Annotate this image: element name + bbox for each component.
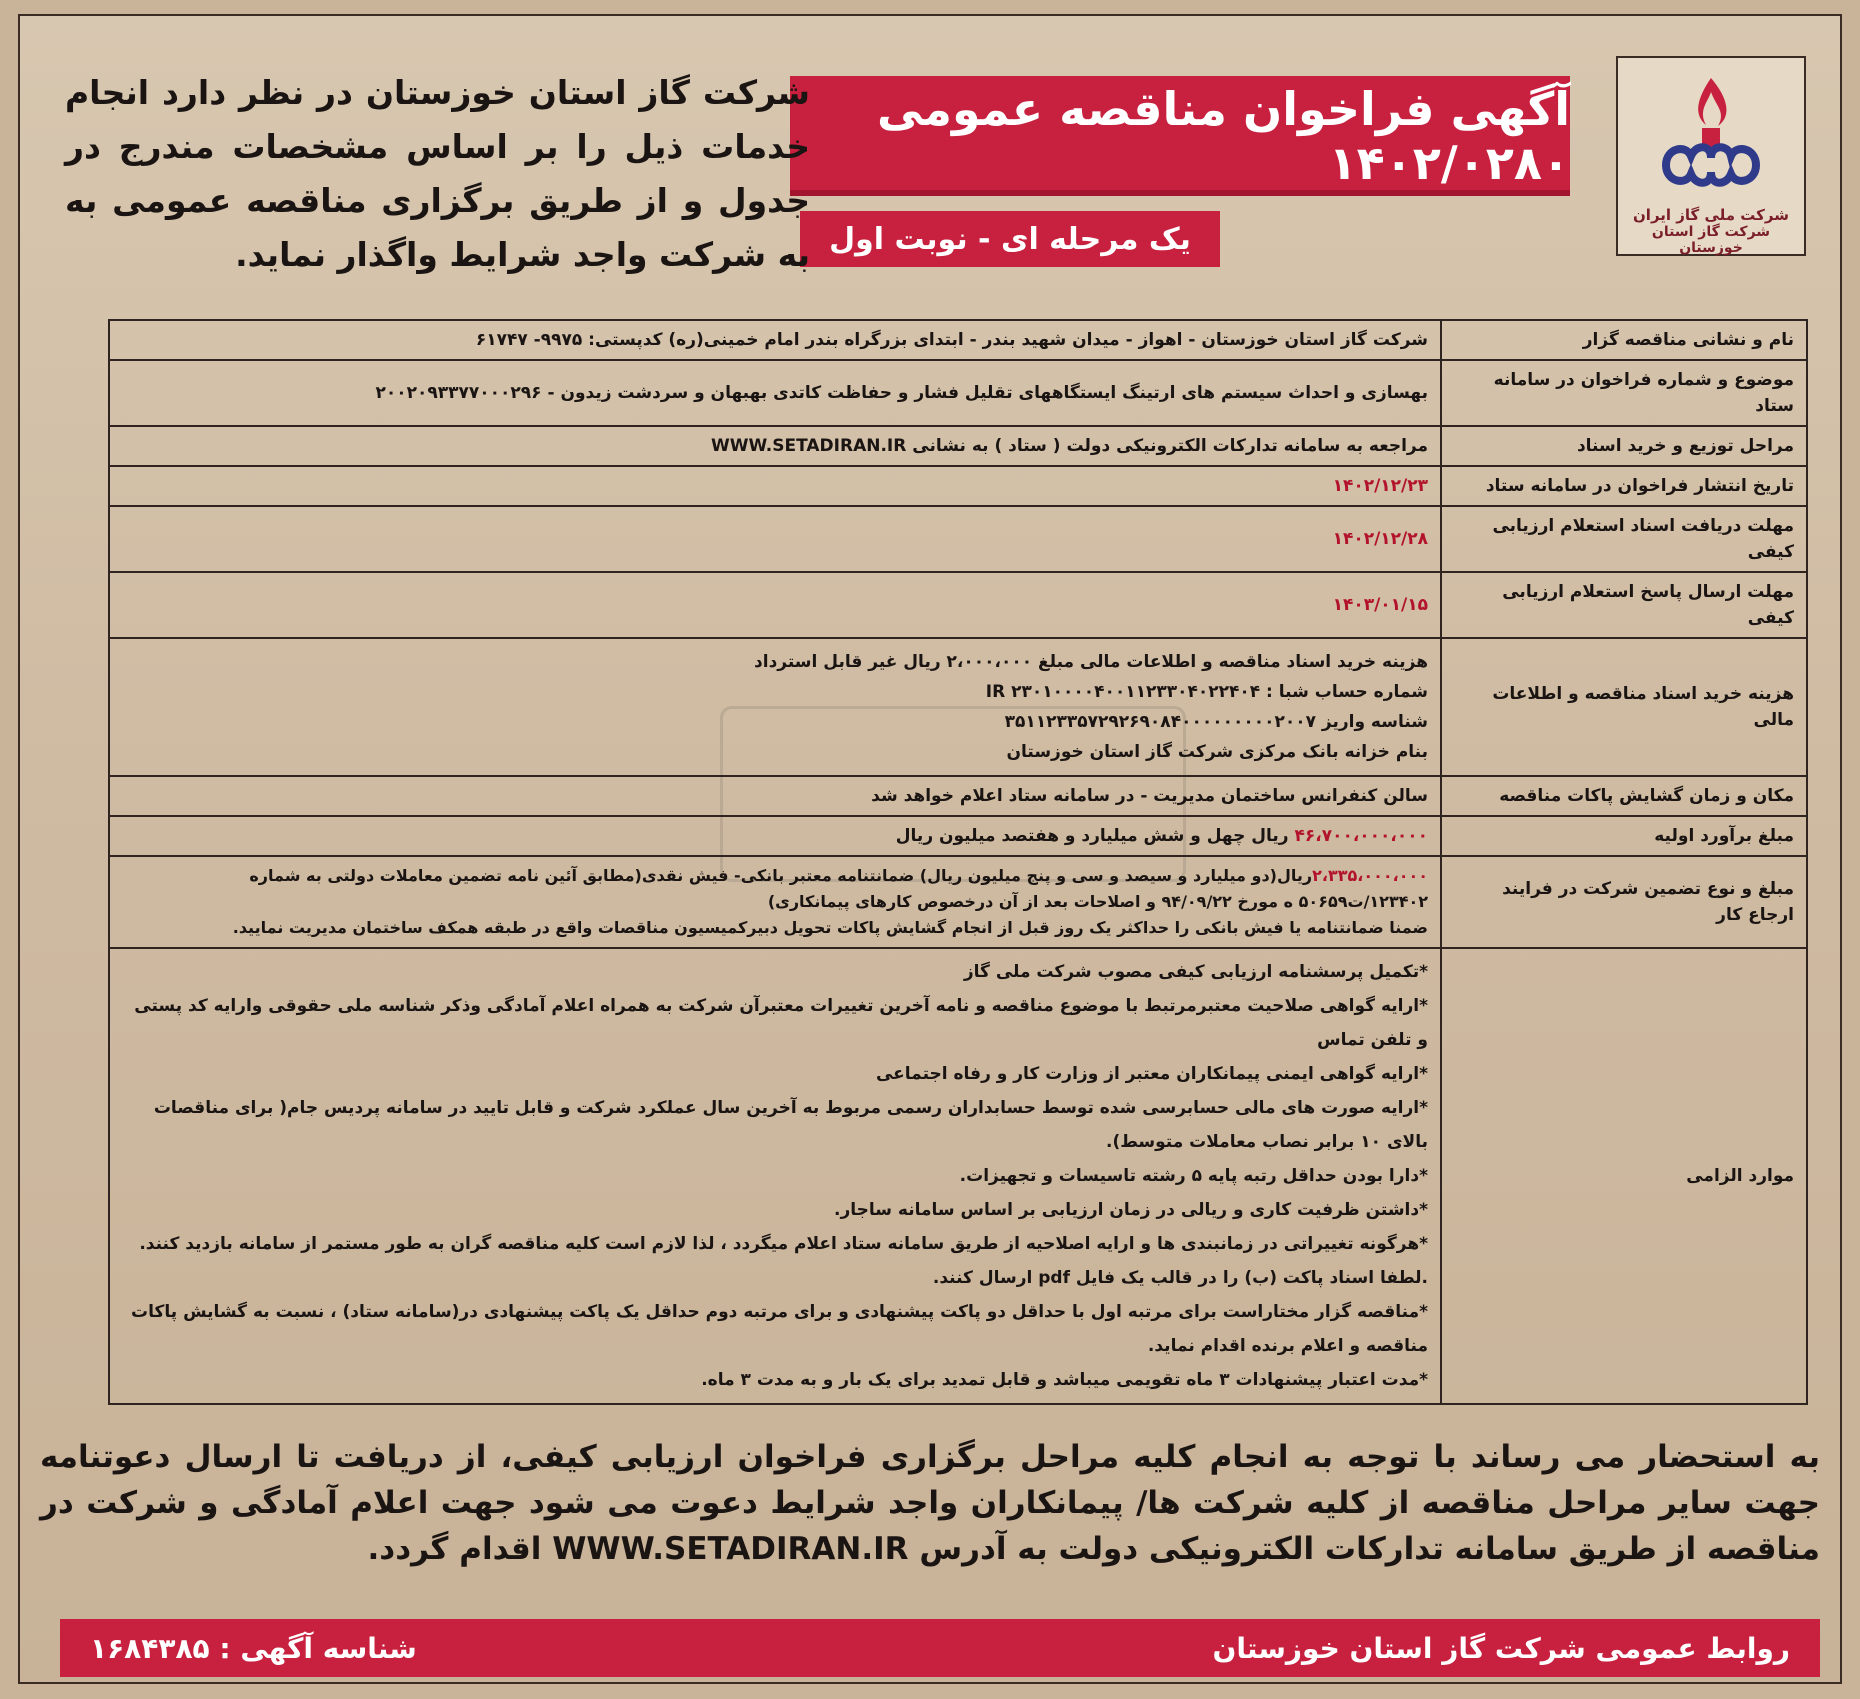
tender-title-banner: آگهی فراخوان مناقصه عمومی ۱۴۰۲/۰۲۸۰ <box>790 76 1570 196</box>
requirement-item: *ارایه صورت های مالی حسابرسی شده توسط حسابداران رسمی مربوط به آخرین سال عملکرد شرکت و قابل تایید در سامانه پردیس جام( برای مناقصات بالای ۱۰ برابر نصاب معاملات متوسط). <box>153 1098 1428 1152</box>
table-row <box>109 572 1807 638</box>
flame-logo-icon <box>1636 70 1786 200</box>
estimate-value <box>109 816 1441 856</box>
row-label: مبلغ و نوع تضمین شرکت در فرایند ارجاع کار <box>1441 856 1807 948</box>
finance-line: هزینه خرید اسناد مناقصه و اطلاعات مالی مبلغ ۲،۰۰۰،۰۰۰ ریال غیر قابل استرداد <box>754 652 1428 672</box>
response-deadline-date: ۱۴۰۳/۰۱/۱۵ <box>109 572 1441 638</box>
logo-line2: شرکت گاز استان خوزستان <box>1651 224 1771 256</box>
publish-date: ۱۴۰۲/۱۲/۲۳ <box>109 466 1441 506</box>
table-row <box>109 506 1807 572</box>
row-label: موارد الزامی <box>1441 948 1807 1404</box>
row-label: تاریخ انتشار فراخوان در سامانه ستاد <box>1441 466 1807 506</box>
guarantee-line2: ۱۲۳۴۰۲/ت۵۰۶۵۹ ه مورخ ۹۴/۰۹/۲۲ و اصلاحات بعد از آن درخصوص کارهای پیمانکاری) <box>767 892 1428 911</box>
table-row <box>109 816 1807 856</box>
table-row <box>109 776 1807 816</box>
table-row <box>109 948 1807 1404</box>
row-label: مهلت ارسال پاسخ استعلام ارزیابی کیفی <box>1441 572 1807 638</box>
estimate-text: ریال چهل و شش میلیارد و هفتصد میلیون ریال <box>895 826 1295 846</box>
footer-pr-office: روابط عمومی شرکت گاز استان خوزستان <box>1212 1631 1790 1665</box>
guarantee-info <box>109 856 1441 948</box>
finance-info <box>109 638 1441 776</box>
requirement-item: *داشتن ظرفیت کاری و ریالی در زمان ارزیابی بر اساس سامانه ساجار. <box>834 1200 1428 1220</box>
row-label: مبلغ برآورد اولیه <box>1441 816 1807 856</box>
row-label: مکان و زمان گشایش پاکات مناقصه <box>1441 776 1807 816</box>
treasury-line: بنام خزانه بانک مرکزی شرکت گاز استان خوزستان <box>1006 742 1428 762</box>
requirement-item: *مناقصه گزار مختاراست برای مرتبه اول با حداقل دو پاکت پیشنهادی و برای مرتبه دوم حداقل یک پاکت پیشنهادی در(سامانه ستاد) ، نسبت به گشایش پاکات مناقصه و اعلام برنده اقدام نماید. <box>131 1302 1428 1356</box>
requirement-item: *دارا بودن حداقل رتبه پایه ۵ رشته تاسیسات و تجهیزات. <box>959 1166 1428 1186</box>
docs-deadline-date: ۱۴۰۲/۱۲/۲۸ <box>109 506 1441 572</box>
requirement-item: *ارایه گواهی ایمنی پیمانکاران معتبر از وزارت کار و رفاه اجتماعی <box>875 1064 1428 1084</box>
tender-details-table <box>108 319 1808 1405</box>
table-row <box>109 360 1807 426</box>
footer-ad-id: شناسه آگهی : ۱۶۸۴۳۸۵ <box>90 1631 417 1665</box>
newspaper-ad <box>18 14 1842 1684</box>
table-row <box>109 426 1807 466</box>
footer-bar <box>60 1619 1820 1677</box>
requirement-item: *مدت اعتبار پیشنهادات ۳ ماه تقویمی میباشد و قابل تمدید برای یک بار و به مدت ۳ ماه. <box>701 1370 1428 1390</box>
guarantee-line3: ضمنا ضمانتنامه یا فیش بانکی را حداکثر یک روز قبل از انجام گشایش پاکات تحویل دبیرکمیسیون مناقصات واقع در طبقه همکف ساختمان مدیریت نمایید. <box>232 918 1428 937</box>
row-label: مراحل توزیع و خرید اسناد <box>1441 426 1807 466</box>
payment-id-line: شناسه واریز ۳۵۱۱۲۳۳۵۷۲۹۲۶۹۰۸۴۰۰۰۰۰۰۰۰۰۲۰۰۷ <box>1004 712 1428 732</box>
row-label: مهلت دریافت اسناد استعلام ارزیابی کیفی <box>1441 506 1807 572</box>
requirement-item: .لطفا اسناد پاکت (ب) را در قالب یک فایل pdf ارسال کنند. <box>932 1268 1428 1288</box>
table-row <box>109 320 1807 360</box>
row-label: هزینه خرید اسناد مناقصه و اطلاعات مالی <box>1441 638 1807 776</box>
row-label: نام و نشانی مناقصه گزار <box>1441 320 1807 360</box>
row-value: بهسازی و احداث سیستم های ارتینگ ایستگاههای تقلیل فشار و حفاظت کاتدی بهبهان و سردشت زیدون - ۲۰۰۲۰۹۳۳۷۷۰۰۰۲۹۶ <box>109 360 1441 426</box>
requirement-item: *ارایه گواهی صلاحیت معتبرمرتبط با موضوع مناقصه و نامه آخرین تغییرات معتبرآن شرکت به همراه اعلام آمادگی وذکر شناسه ملی حقوقی وارایه کد پستی و تلفن تماس <box>134 996 1428 1050</box>
requirement-item: *تکمیل پرسشنامه ارزیابی کیفی مصوب شرکت ملی گاز <box>963 962 1428 982</box>
table-row <box>109 638 1807 776</box>
company-logo <box>1616 56 1806 256</box>
intro-paragraph: شرکت گاز استان خوزستان در نظر دارد انجام خدمات ذیل را بر اساس مشخصات مندرج در جدول و از طریق برگزاری مناقصه عمومی به به شرکت واجد شرایط واگذار نماید. <box>65 73 810 274</box>
guarantee-line1: ریال(دو میلیارد و سیصد و سی و پنج میلیون ریال) ضمانتنامه معتبر بانکی- فیش نقدی(مطابق آئین نامه تضمین معاملات دولتی به شماره <box>249 866 1313 885</box>
logo-line1: شرکت ملی گاز ایران <box>1633 206 1789 224</box>
opening-place: سالن کنفرانس ساختمان مدیریت - در سامانه ستاد اعلام خواهد شد <box>109 776 1441 816</box>
row-value: شرکت گاز استان خوزستان - اهواز - میدان شهید بندر - ابتدای بزرگراه بندر امام خمینی(ره) کدپستی: ۹۹۷۵- ۶۱۷۴۷ <box>109 320 1441 360</box>
closing-paragraph: به استحضار می رساند با توجه به انجام کلیه مراحل برگزاری فراخوان ارزیابی کیفی، از دریافت تا ارسال دعوتنامه جهت سایر مراحل مناقصه از کلیه شرکت ها/ پیمانکاران واجد شرایط دعوت می شود جهت اعلام آمادگی و شرکت در مناقصه از طریق سامانه تدارکات الکترونیکی دولت به آدرس WWW.SETADIRAN.IR اقدام گردد. <box>40 1439 1820 1567</box>
requirements-list <box>109 948 1441 1404</box>
row-value: مراجعه به سامانه تدارکات الکترونیکی دولت ( ستاد ) به نشانی WWW.SETADIRAN.IR <box>109 426 1441 466</box>
table-row <box>109 856 1807 948</box>
tender-subtitle-banner: یک مرحله ای - نوبت اول <box>800 211 1220 267</box>
guarantee-amount: ۲،۳۳۵،۰۰۰،۰۰۰ <box>1312 866 1428 885</box>
table-row <box>109 466 1807 506</box>
iban-line: شماره حساب شبا : IR ۲۳۰۱۰۰۰۰۴۰۰۱۱۲۳۳۰۴۰۲۲۴۰۴ <box>985 682 1428 702</box>
requirement-item: *هرگونه تغییراتی در زمانبندی ها و ارایه اصلاحیه از طریق سامانه ستاد اعلام میگردد ، لذا لازم است کلیه مناقصه گران به طور مستمر از سامانه بازدید کنند. <box>139 1234 1428 1254</box>
estimate-amount: ۴۶،۷۰۰،۰۰۰،۰۰۰ <box>1294 826 1428 846</box>
row-label: موضوع و شماره فراخوان در سامانه ستاد <box>1441 360 1807 426</box>
